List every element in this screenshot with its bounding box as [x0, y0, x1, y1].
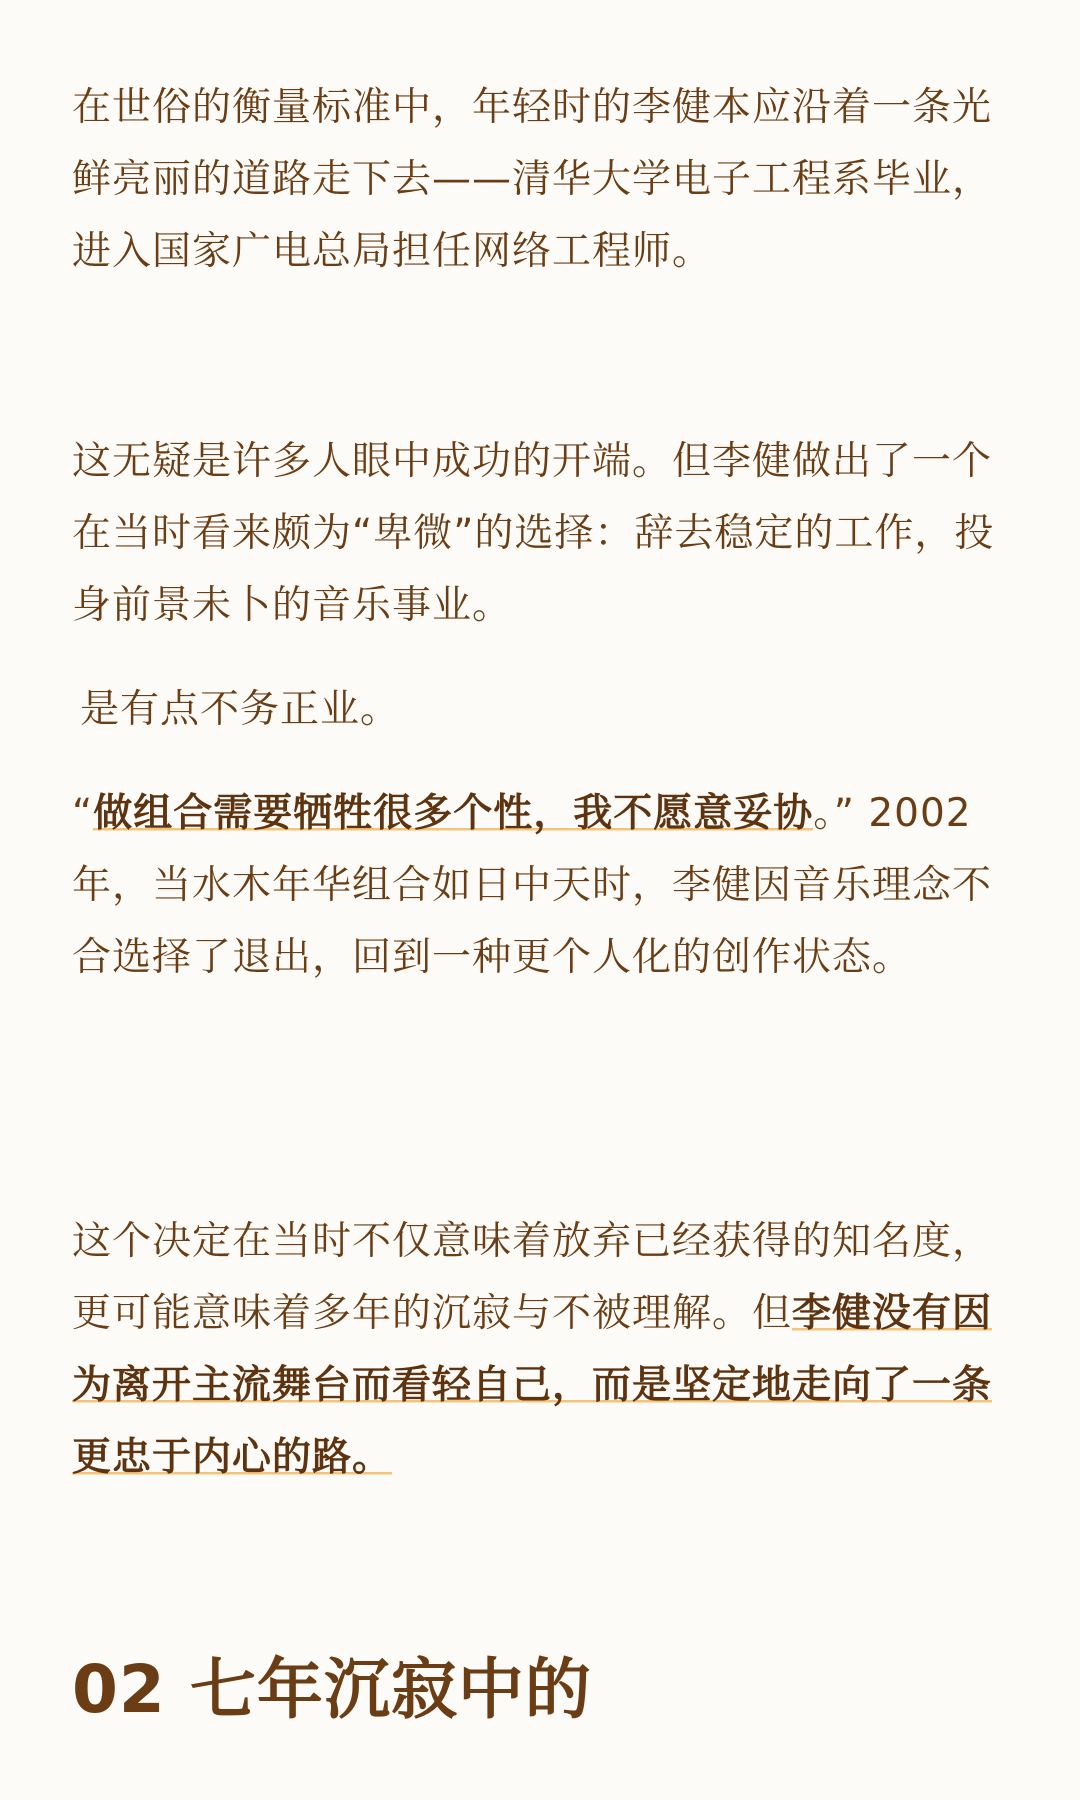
- section-title: 02 七年沉寂中的: [72, 1651, 592, 1728]
- paragraph-5-text: 这个决定在当时不仅意味着放弃已经获得的知名度，更可能意味着多年的沉寂与不被理解。但: [72, 1219, 993, 1336]
- paragraph-4-text: 。” 2002年，当水木年华组合如日中天时，李健因音乐理念不合选择了退出，回到一种更个人化的创作状态。: [72, 791, 993, 980]
- paragraph-1: 在世俗的衡量标准中，年轻时的李健本应沿着一条光鲜亮丽的道路走下去——清华大学电子工程系毕业，进入国家广电总局担任网络工程师。: [72, 85, 993, 274]
- quote-highlight: 做组合需要牺牲很多个性，我不愿意妥协: [93, 791, 814, 836]
- paragraph-4: [72, 778, 1008, 994]
- paragraph-5: [72, 1206, 1008, 1494]
- paragraph-5-highlight: 李健没有因为离开主流舞台而看轻自己，而是坚定地走向了一条更忠于内心的路。: [72, 1291, 993, 1480]
- open-quote: “: [72, 791, 94, 836]
- paragraph-2: 这无疑是许多人眼中成功的开端。但李健做出了一个在当时看来颇为“卑微”的选择：辞去稳定的工作，投身前景未卜的音乐事业。: [72, 439, 995, 628]
- paragraph-3: 是有点不务正业。: [80, 687, 401, 732]
